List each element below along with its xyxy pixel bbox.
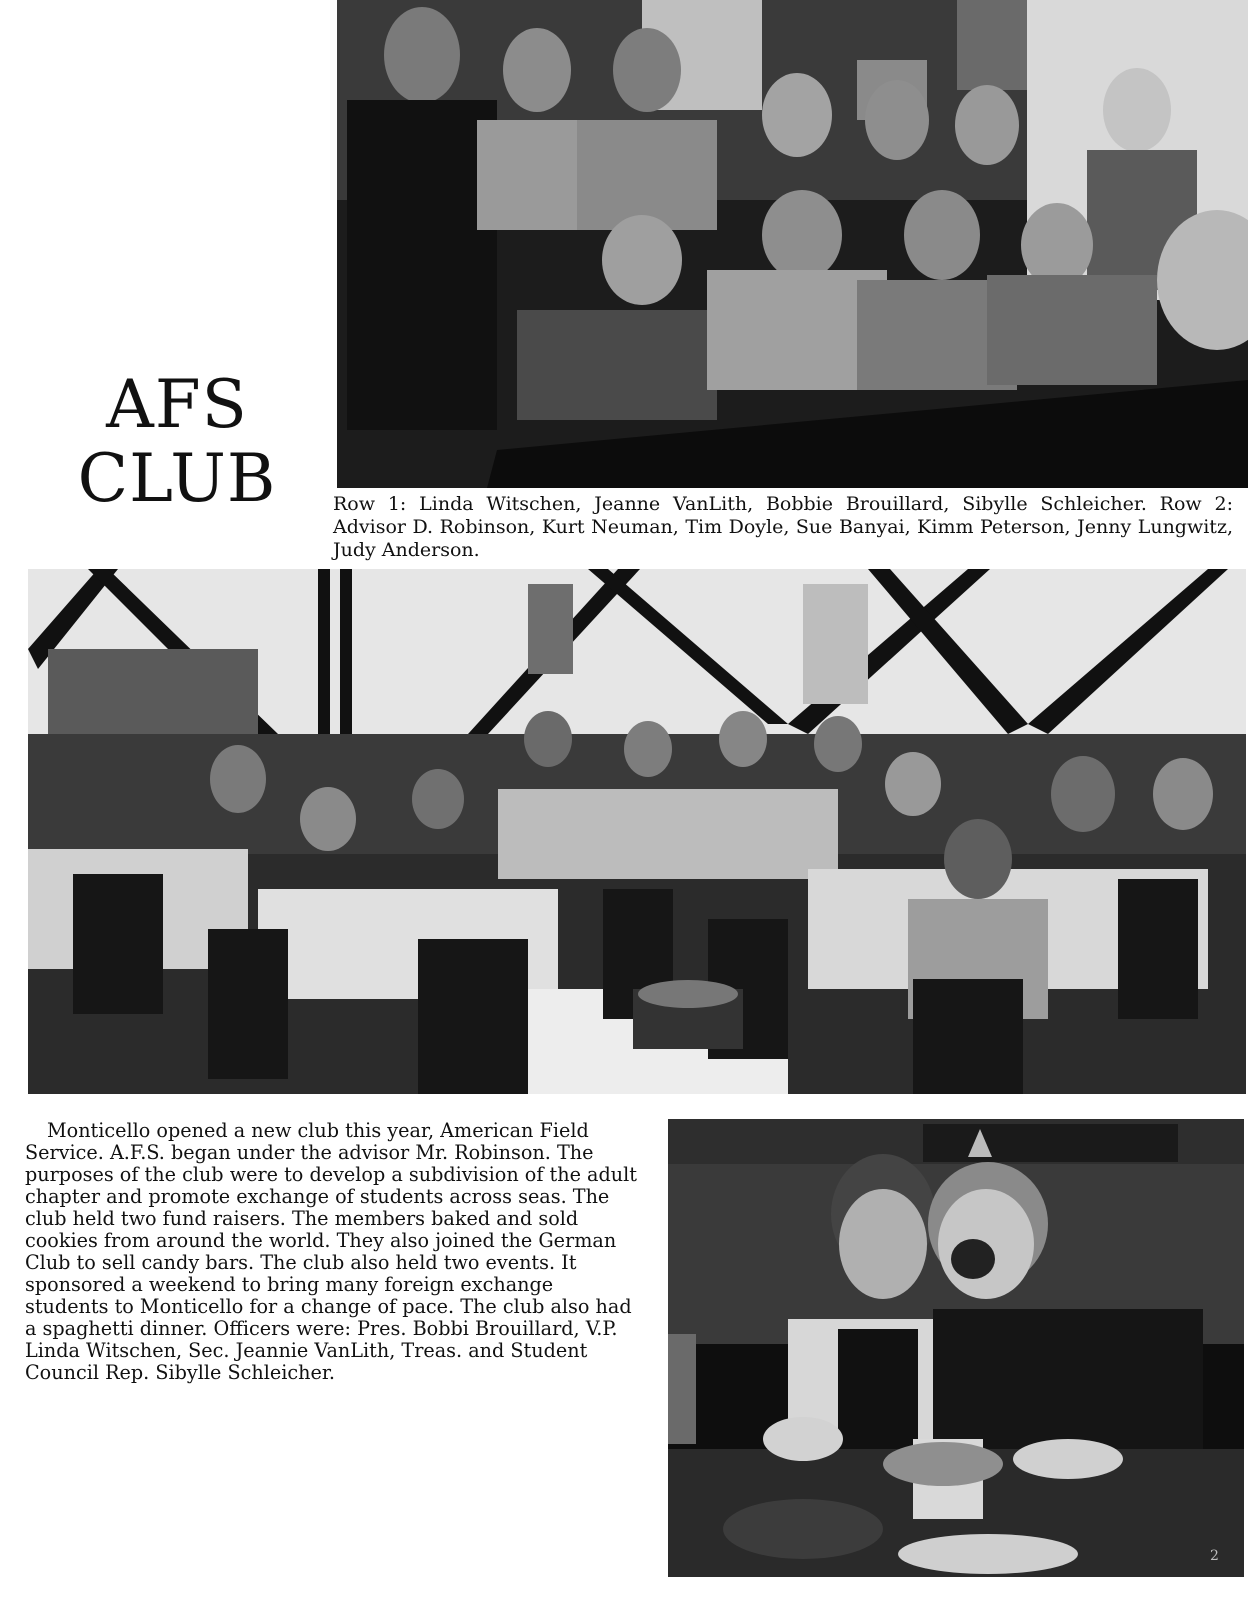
article-text: Monticello opened a new club this year, American Field Service. A.F.S. began under the advisor Mr. Robinson. The purposes of the club were to develop a subdivision of the adult chapter and promote exchange of students across seas. The club held two fund raisers. The members baked and sold cookies from around the world. They also joined the German Club to sell candy bars. The club also held two events. It sponsored a weekend to bring many foreign exchange students to Monticello for a change of pace. The club also had a spaghetti dinner. Officers were: Pres. Bobbi Brouillard, V.P. Linda Witschen, Sec. Jeannie VanLith, Treas. and Student Council Rep. Sibylle Schleicher.	[25, 1119, 637, 1384]
photo-caption: Row 1: Linda Witschen, Jeanne VanLith, Bobbie Brouillard, Sibylle Schleicher. Row 2: Advisor D. Robinson, Kurt Neuman, Tim Doyle, Sue Banyai, Kimm Peterson, Jenny Lungwitz, Judy Anderson.	[333, 493, 1233, 561]
group-photo	[337, 0, 1248, 488]
students-photo	[668, 1119, 1244, 1577]
title-line-2: CLUB	[77, 440, 277, 517]
dinner-photo	[28, 569, 1246, 1094]
page-number: 2	[1210, 1548, 1219, 1564]
title-line-1: AFS	[106, 366, 248, 443]
page-title	[62, 368, 292, 516]
